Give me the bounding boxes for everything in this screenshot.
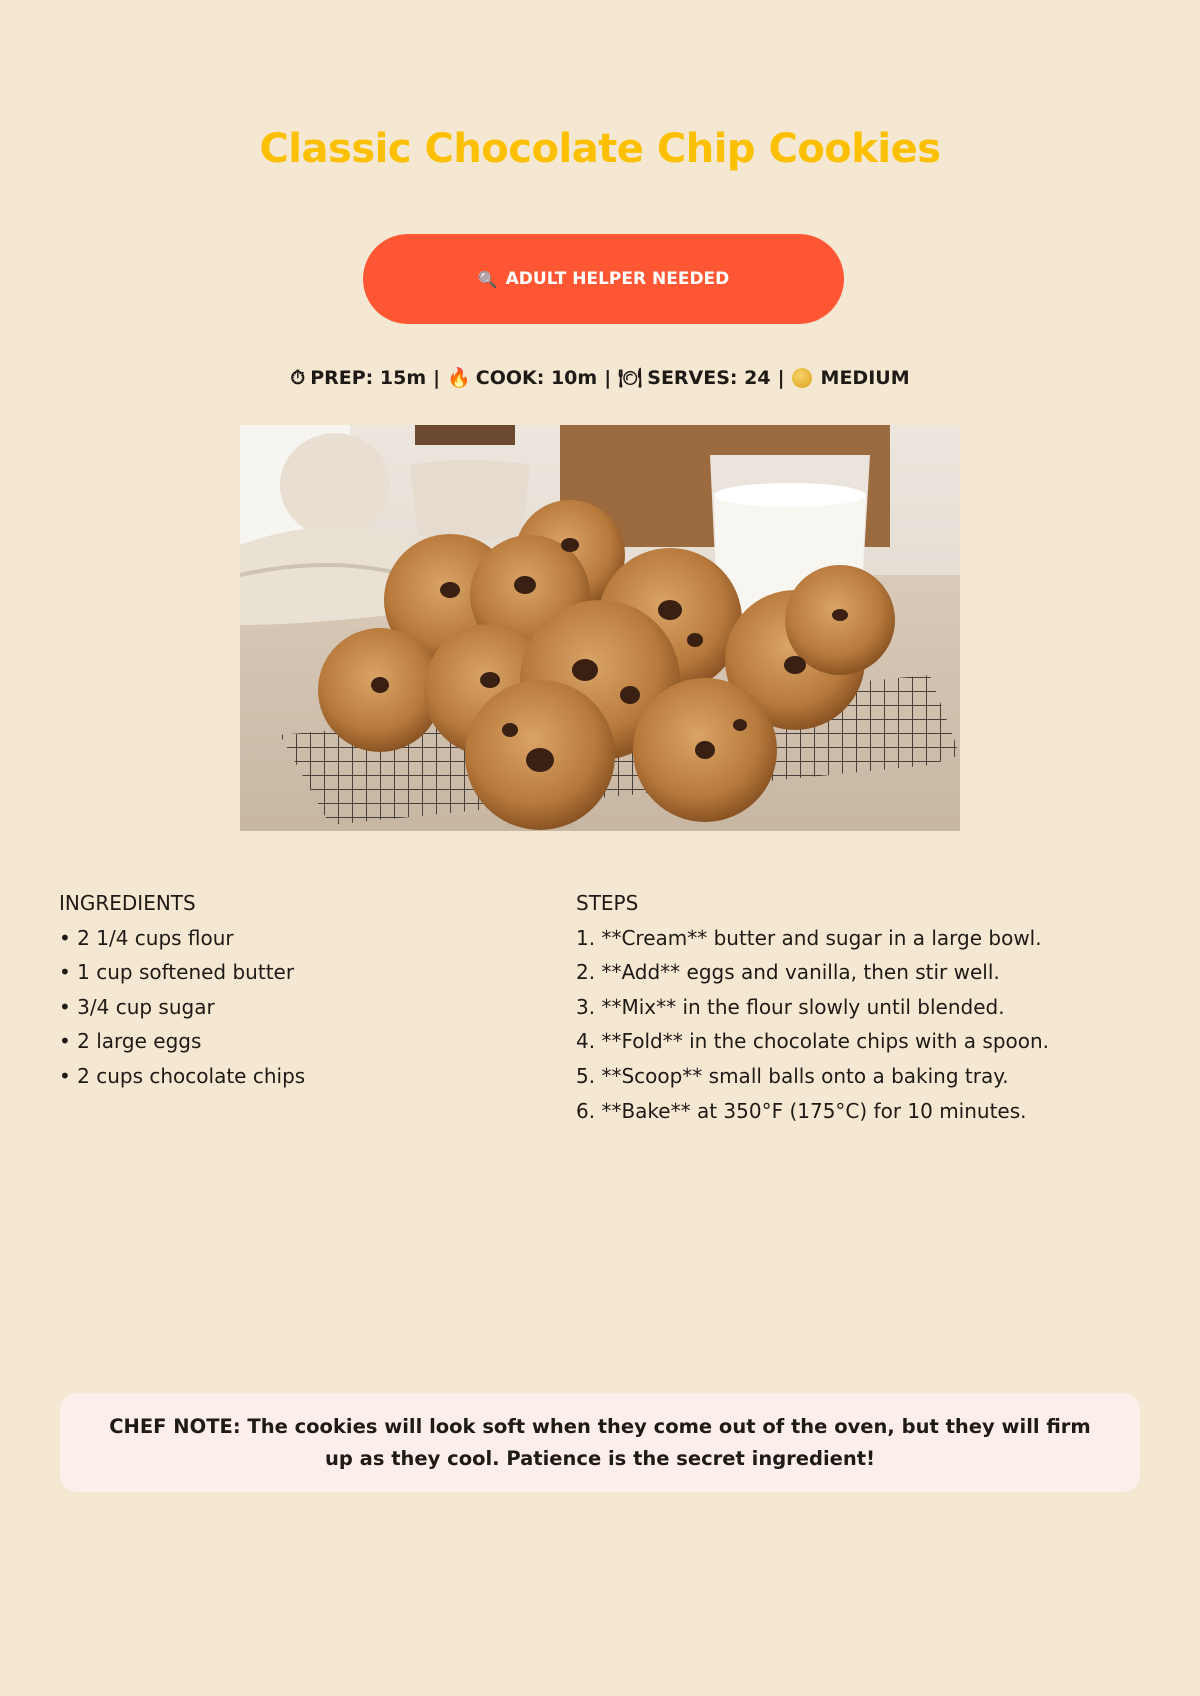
- steps-heading: STEPS: [576, 891, 639, 915]
- ingredient-item: • 2 large eggs: [59, 1029, 202, 1054]
- ingredients-section: [59, 886, 529, 1094]
- ingredient-item: • 1 cup softened butter: [59, 960, 295, 985]
- difficulty-coin-icon: [792, 368, 812, 388]
- prep-time: PREP: 15m: [310, 366, 427, 389]
- ingredients-list: [59, 921, 529, 1094]
- adult-helper-label: ADULT HELPER NEEDED: [505, 269, 730, 289]
- step-item: 6. **Bake** at 350°F (175°C) for 10 minutes.: [576, 1098, 1027, 1123]
- ingredient-item: • 3/4 cup sugar: [59, 994, 215, 1019]
- recipe-meta: [0, 366, 1200, 389]
- steps-section: [576, 886, 1176, 1128]
- step-item: 2. **Add** eggs and vanilla, then stir well.: [576, 960, 1000, 985]
- meta-separator: |: [604, 366, 612, 389]
- difficulty: MEDIUM: [820, 366, 910, 389]
- meta-separator: |: [433, 366, 441, 389]
- flame-icon: 🔥: [447, 367, 471, 389]
- meta-separator: |: [777, 366, 785, 389]
- cookie-photo: [240, 425, 960, 831]
- chef-note: [60, 1393, 1140, 1492]
- step-item: 3. **Mix** in the flour slowly until blended.: [576, 994, 1005, 1019]
- stopwatch-icon: ⏱: [290, 366, 306, 389]
- magnifier-icon: 🔍: [477, 269, 498, 289]
- servings: SERVES: 24: [647, 366, 771, 389]
- cook-time: COOK: 10m: [475, 366, 598, 389]
- ingredient-item: • 2 1/4 cups flour: [59, 925, 234, 950]
- plate-icon: 🍽: [618, 367, 643, 389]
- steps-list: [576, 921, 1176, 1129]
- ingredients-heading: INGREDIENTS: [59, 891, 196, 915]
- step-item: 5. **Scoop** small balls onto a baking tray.: [576, 1063, 1009, 1088]
- step-item: 4. **Fold** in the chocolate chips with a spoon.: [576, 1029, 1050, 1054]
- step-item: 1. **Cream** butter and sugar in a large bowl.: [576, 925, 1042, 950]
- adult-helper-badge: [363, 234, 844, 324]
- ingredient-item: • 2 cups chocolate chips: [59, 1063, 306, 1088]
- chef-note-text: CHEF NOTE: The cookies will look soft when they come out of the oven, but they will firm up as they cool. Patience is the secret ingredient!: [109, 1414, 1091, 1470]
- recipe-title: Classic Chocolate Chip Cookies: [259, 126, 941, 172]
